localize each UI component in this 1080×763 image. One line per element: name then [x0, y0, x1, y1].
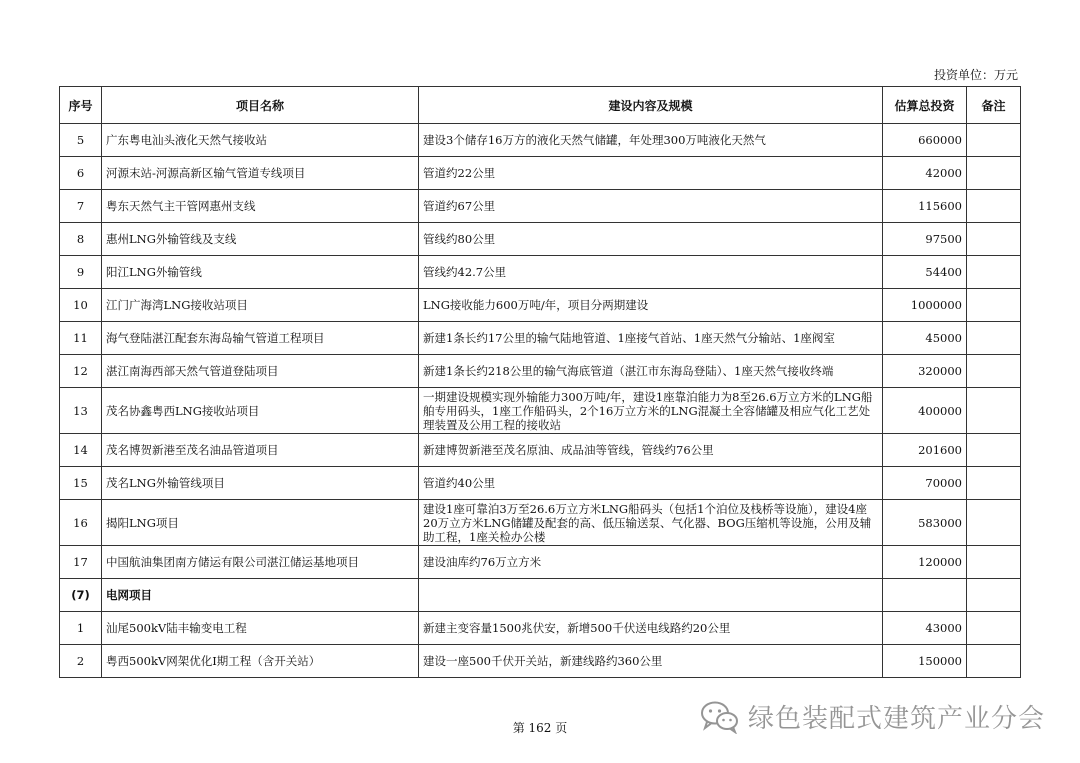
row-investment: 201600 [883, 434, 967, 467]
column-header-seq: 序号 [60, 87, 102, 124]
row-note [967, 612, 1021, 645]
row-seq: (7) [60, 579, 102, 612]
row-note [967, 434, 1021, 467]
row-note [967, 546, 1021, 579]
row-note [967, 223, 1021, 256]
table-row [60, 223, 1021, 256]
row-project-name: 电网项目 [102, 579, 419, 612]
row-note [967, 322, 1021, 355]
table-header-row [60, 87, 1021, 124]
row-project-name: 广东粤电汕头液化天然气接收站 [102, 124, 419, 157]
row-seq: 1 [60, 612, 102, 645]
row-content: 新建1条长约218公里的输气海底管道（湛江市东海岛登陆）、1座天然气接收终端 [419, 355, 883, 388]
row-seq: 12 [60, 355, 102, 388]
row-project-name: 茂名博贺新港至茂名油品管道项目 [102, 434, 419, 467]
row-seq: 13 [60, 388, 102, 434]
section-row [60, 579, 1021, 612]
row-content: 建设油库约76万立方米 [419, 546, 883, 579]
row-note [967, 645, 1021, 678]
row-investment [883, 579, 967, 612]
table-row [60, 434, 1021, 467]
table-row [60, 256, 1021, 289]
row-investment: 42000 [883, 157, 967, 190]
table-row [60, 190, 1021, 223]
row-investment: 583000 [883, 500, 967, 546]
column-header-note: 备注 [967, 87, 1021, 124]
row-project-name: 海气登陆湛江配套东海岛输气管道工程项目 [102, 322, 419, 355]
wechat-icon [700, 700, 740, 734]
row-seq: 5 [60, 124, 102, 157]
row-seq: 8 [60, 223, 102, 256]
row-note [967, 388, 1021, 434]
row-project-name: 湛江南海西部天然气管道登陆项目 [102, 355, 419, 388]
table-row [60, 124, 1021, 157]
row-seq: 16 [60, 500, 102, 546]
row-seq: 10 [60, 289, 102, 322]
row-content: LNG接收能力600万吨/年，项目分两期建设 [419, 289, 883, 322]
row-seq: 9 [60, 256, 102, 289]
row-investment: 320000 [883, 355, 967, 388]
row-project-name: 江门广海湾LNG接收站项目 [102, 289, 419, 322]
row-content: 新建主变容量1500兆伏安，新增500千伏送电线路约20公里 [419, 612, 883, 645]
table-row [60, 645, 1021, 678]
row-project-name: 茂名LNG外输管线项目 [102, 467, 419, 500]
row-investment: 97500 [883, 223, 967, 256]
page-number: 第 162 页 [512, 721, 568, 735]
watermark-text: 绿色装配式建筑产业分会 [748, 704, 1046, 734]
row-note [967, 289, 1021, 322]
table-row [60, 388, 1021, 434]
table-body [60, 124, 1021, 678]
row-content: 管线约80公里 [419, 223, 883, 256]
watermark [700, 698, 1045, 735]
row-investment: 43000 [883, 612, 967, 645]
row-content: 管线约42.7公里 [419, 256, 883, 289]
row-content: 建设一座500千伏开关站，新建线路约360公里 [419, 645, 883, 678]
table-row [60, 322, 1021, 355]
row-seq: 6 [60, 157, 102, 190]
row-content: 一期建设规模实现外输能力300万吨/年，建设1座靠泊能力为8至26.6万立方米的LNG船舶专用码头，1座工作船码头，2个16万立方米的LNG混凝土全容储罐及相应气化工艺处理装置及公用工程的接收站 [419, 388, 883, 434]
row-project-name: 河源末站-河源高新区输气管道专线项目 [102, 157, 419, 190]
table-row [60, 355, 1021, 388]
row-project-name: 茂名协鑫粤西LNG接收站项目 [102, 388, 419, 434]
row-content: 管道约40公里 [419, 467, 883, 500]
table-row [60, 467, 1021, 500]
row-project-name: 粤东天然气主干管网惠州支线 [102, 190, 419, 223]
row-note [967, 190, 1021, 223]
row-investment: 115600 [883, 190, 967, 223]
row-content: 管道约67公里 [419, 190, 883, 223]
row-seq: 15 [60, 467, 102, 500]
row-content: 建设3个储存16万方的液化天然气储罐，年处理300万吨液化天然气 [419, 124, 883, 157]
row-project-name: 汕尾500kV陆丰输变电工程 [102, 612, 419, 645]
investment-unit-label: 投资单位：万元 [933, 68, 1018, 82]
row-note [967, 124, 1021, 157]
row-investment: 660000 [883, 124, 967, 157]
row-content: 管道约22公里 [419, 157, 883, 190]
row-note [967, 256, 1021, 289]
row-note [967, 500, 1021, 546]
row-seq: 11 [60, 322, 102, 355]
row-investment: 120000 [883, 546, 967, 579]
row-project-name: 粤西500kV网架优化Ⅰ期工程（含开关站） [102, 645, 419, 678]
table-row [60, 157, 1021, 190]
row-content [419, 579, 883, 612]
column-header-name: 项目名称 [102, 87, 419, 124]
row-note [967, 157, 1021, 190]
row-seq: 7 [60, 190, 102, 223]
row-content: 新建1条长约17公里的输气陆地管道、1座接气首站、1座天然气分输站、1座阀室 [419, 322, 883, 355]
table-row [60, 546, 1021, 579]
row-investment: 70000 [883, 467, 967, 500]
row-seq: 2 [60, 645, 102, 678]
column-header-content: 建设内容及规模 [419, 87, 883, 124]
row-project-name: 阳江LNG外输管线 [102, 256, 419, 289]
row-project-name: 揭阳LNG项目 [102, 500, 419, 546]
project-table [59, 86, 1021, 678]
table-row [60, 612, 1021, 645]
row-note [967, 355, 1021, 388]
row-project-name: 惠州LNG外输管线及支线 [102, 223, 419, 256]
column-header-investment: 估算总投资 [883, 87, 967, 124]
row-investment: 1000000 [883, 289, 967, 322]
row-content: 新建博贺新港至茂名原油、成品油等管线，管线约76公里 [419, 434, 883, 467]
table-row [60, 289, 1021, 322]
row-investment: 400000 [883, 388, 967, 434]
row-seq: 14 [60, 434, 102, 467]
table-row [60, 500, 1021, 546]
row-content: 建设1座可靠泊3万至26.6万立方米LNG船码头（包括1个泊位及栈桥等设施），建设4座20万立方米LNG储罐及配套的高、低压输送泵、气化器、BOG压缩机等设施，公用及辅助工程，1座关检办公楼 [419, 500, 883, 546]
row-project-name: 中国航油集团南方储运有限公司湛江储运基地项目 [102, 546, 419, 579]
row-note [967, 467, 1021, 500]
row-investment: 45000 [883, 322, 967, 355]
row-investment: 54400 [883, 256, 967, 289]
row-note [967, 579, 1021, 612]
row-investment: 150000 [883, 645, 967, 678]
row-seq: 17 [60, 546, 102, 579]
